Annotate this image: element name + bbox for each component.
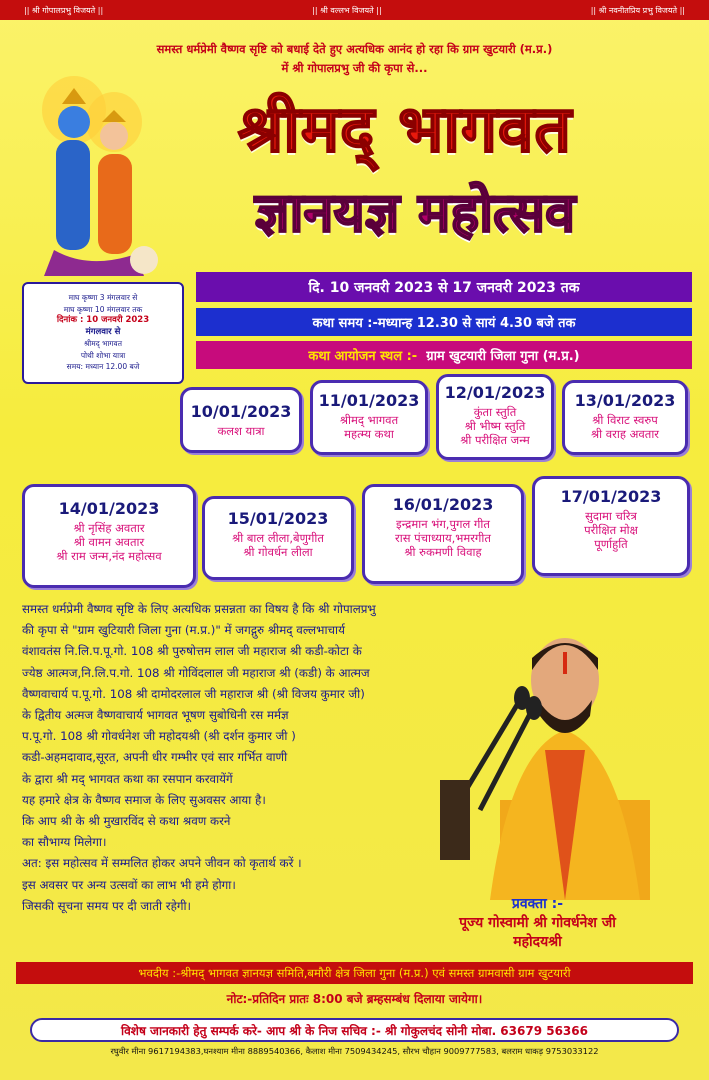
schedule-event: रास पंचाध्याय,भमरगीत bbox=[395, 531, 491, 545]
title-line-2: ज्ञानयज्ञ महोत्सव bbox=[254, 181, 576, 244]
schedule-event: श्री नृसिंह अवतार bbox=[73, 521, 145, 535]
schedule-event: सुदामा चरित्र bbox=[585, 509, 637, 523]
intro-line-2: में श्री गोपालप्रभु जी की कृपा से... bbox=[281, 61, 428, 75]
schedule-event: श्री वामन अवतार bbox=[73, 535, 145, 549]
sidebox-line-5: श्रीमद् भागवत bbox=[84, 339, 122, 348]
schedule-card bbox=[22, 484, 196, 588]
top-strip-center: || श्री वल्लभ विजयते || bbox=[312, 5, 382, 15]
schedule-card bbox=[202, 496, 354, 580]
organizers-band: भवदीय :-श्रीमद् भागवत ज्ञानयज्ञ समिति,बमौरी क्षेत्र जिला गुना (म.प्र.) एवं समस्त ग्रामवासी ग्राम खुटयारी bbox=[16, 962, 693, 984]
speaker-credit bbox=[385, 895, 690, 952]
body-line: यह हमारे क्षेत्र के वैष्णव समाज के लिए सुअवसर आया है। bbox=[22, 792, 266, 807]
radha-krishna-illustration bbox=[14, 70, 164, 280]
top-strip-left: || श्री गोपालप्रभु विजयते || bbox=[24, 5, 104, 15]
schedule-date: 13/01/2023 bbox=[574, 391, 676, 410]
body-line: का सौभाग्य मिलेगा। bbox=[22, 835, 107, 850]
body-line: कि आप श्री के श्री मुखारविंद से कथा श्रवण करने bbox=[22, 814, 231, 829]
schedule-event: श्री भीष्म स्तुति bbox=[464, 419, 526, 433]
schedule-event: श्री रुकमणी विवाह bbox=[404, 545, 482, 559]
schedule-date: 11/01/2023 bbox=[318, 391, 420, 410]
schedule-event: श्रीमद् भागवत bbox=[339, 413, 399, 427]
body-line: वैष्णवाचार्य प.पू.गो. 108 श्री दामोदरलाल जी महाराज श्री (श्री विजय कुमार जी) bbox=[22, 686, 365, 701]
venue-value: ग्राम खुटयारी जिला गुना (म.प्र.) bbox=[426, 349, 580, 364]
body-line: कडी-अहमदावाद,सूरत, अपनी धीर गम्भीर एवं सार गर्भित वाणी bbox=[22, 750, 288, 765]
schedule-event: श्री वराह अवतार bbox=[590, 427, 660, 441]
katha-time-band: कथा समय :-मध्यान्ह 12.30 से सायं 4.30 बजे तक bbox=[196, 308, 692, 336]
schedule-event: श्री परीक्षित जन्म bbox=[460, 433, 530, 447]
venue-label: कथा आयोजन स्थल :- bbox=[308, 349, 418, 364]
schedule-event: इन्द्रमान भंग,पुगल गीत bbox=[396, 517, 490, 531]
phone-list: रघुवीर मीना 9617194383,घनश्याम मीना 8889540366, कैलाश मीना 7509434245, सौरभ चौहान 9009777583, बलराम धाकड़ 9753033122 bbox=[110, 1046, 599, 1056]
speaker-title: महोदयश्री bbox=[513, 934, 562, 950]
sidebox-line-2: माघ कृष्णा 10 मंगलवार तक bbox=[63, 304, 143, 314]
intro-line-1: समस्त धर्मप्रेमी वैष्णव सृष्टि को बधाई देते हुए अत्यधिक आनंद हो रहा कि ग्राम खुटयारी (म.प्र.) bbox=[156, 42, 553, 56]
body-line: वंशावतंस नि.लि.प.पू.गो. 108 श्री पुरुषोत्तम लाल जी महाराज श्री कडी-कोटा के bbox=[22, 644, 362, 659]
venue-band bbox=[196, 341, 692, 369]
body-line: समस्त धर्मप्रेमी वैष्णव सृष्टि के लिए अत्यधिक प्रसन्नता का विषय है कि श्री गोपालप्रभु bbox=[22, 602, 376, 616]
sidebox-line-4: मंगलवार से bbox=[85, 326, 121, 337]
schedule-event: श्री राम जन्म,नंद महोत्सव bbox=[56, 549, 162, 563]
sidebox-line-3: दिनांक : 10 जनवरी 2023 bbox=[56, 315, 150, 325]
contact-box: विशेष जानकारी हेतु सम्पर्क करे- आप श्री के निज सचिव :- श्री गोकुलचंद सोनी मोबा. 63679 56366 bbox=[30, 1018, 679, 1042]
body-line: अत: इस महोत्सव में सम्मलित होकर अपने जीवन को कृतार्थ करें । bbox=[22, 856, 302, 871]
note-text: नोट:-प्रतिदिन प्रातः 8:00 बजे ब्रम्हसम्बंध दिलाया जायेगा। bbox=[226, 992, 483, 1006]
top-strip-right: || श्री नवनीतप्रिय प्रभु विजयते || bbox=[590, 5, 685, 15]
top-strip bbox=[0, 0, 709, 20]
schedule-card bbox=[310, 380, 428, 455]
schedule-date: 10/01/2023 bbox=[190, 402, 292, 421]
schedule-card bbox=[562, 380, 688, 455]
schedule-card bbox=[180, 387, 302, 453]
body-line: प.पू.गो. 108 श्री गोवर्धनेश जी महोदयश्री (श्री दर्शन कुमार जी ) bbox=[22, 729, 296, 744]
schedule-event: पूर्णाहुति bbox=[594, 537, 628, 551]
schedule-card bbox=[436, 374, 554, 460]
schedule-event: कलश यात्रा bbox=[217, 424, 265, 438]
procession-info-box bbox=[22, 282, 184, 384]
sidebox-line-1: माघ कृष्णा 3 मंगलवार से bbox=[68, 293, 138, 302]
body-line: के द्वितीय अत्मज वैष्णवाचार्य भागवत भूषण सुबोधिनी रस मर्मज्ञ bbox=[22, 708, 289, 723]
schedule-card bbox=[362, 484, 524, 584]
schedule-date: 15/01/2023 bbox=[227, 509, 329, 528]
speaker-photo bbox=[440, 600, 690, 900]
title-line-1: श्रीमद् भागवत bbox=[237, 93, 573, 167]
body-line: इस अवसर पर अन्य उत्सवों का लाभ भी हमे होगा। bbox=[22, 877, 236, 892]
body-line: के द्वारा श्री मद् भागवत कथा का रसपान करवायेंगें bbox=[22, 771, 233, 786]
speaker-label: प्रवक्ता :- bbox=[511, 896, 564, 912]
sidebox-line-6: पोथी शोभा यात्रा bbox=[80, 350, 126, 360]
sidebox-line-7: समय: मध्यान 12.00 बजे bbox=[66, 362, 140, 371]
body-line: ज्येष्ठ आत्मज,नि.लि.प.गो. 108 श्री गोविंदलाल जी महाराज श्री (कडी) के आत्मज bbox=[22, 665, 370, 680]
schedule-date: 16/01/2023 bbox=[392, 495, 494, 514]
schedule-event: श्री विराट स्वरुप bbox=[592, 413, 658, 427]
schedule-event: श्री गोवर्धन लीला bbox=[243, 545, 313, 559]
speaker-name: पूज्य गोस्वामी श्री गोवर्धनेश जी bbox=[459, 915, 616, 931]
schedule-event: परीक्षित मोक्ष bbox=[584, 523, 638, 537]
body-line: जिसकी सूचना समय पर दी जाती रहेगी। bbox=[22, 898, 192, 913]
body-line: की कृपा से "ग्राम खुटियारी जिला गुना (म.प्र.)" में जगद्गुरु श्रीमद् वल्लभाचार्य bbox=[22, 623, 345, 638]
schedule-event: कुंता स्तुति bbox=[473, 405, 517, 419]
schedule-date: 14/01/2023 bbox=[58, 499, 160, 518]
schedule-event: श्री बाल लीला,बेणुगीत bbox=[232, 531, 324, 545]
schedule-card bbox=[532, 476, 690, 576]
schedule-date: 17/01/2023 bbox=[560, 487, 662, 506]
schedule-event: महत्म्य कथा bbox=[344, 427, 394, 441]
schedule-date: 12/01/2023 bbox=[444, 383, 546, 402]
dates-band: दि. 10 जनवरी 2023 से 17 जनवरी 2023 तक bbox=[196, 272, 692, 302]
